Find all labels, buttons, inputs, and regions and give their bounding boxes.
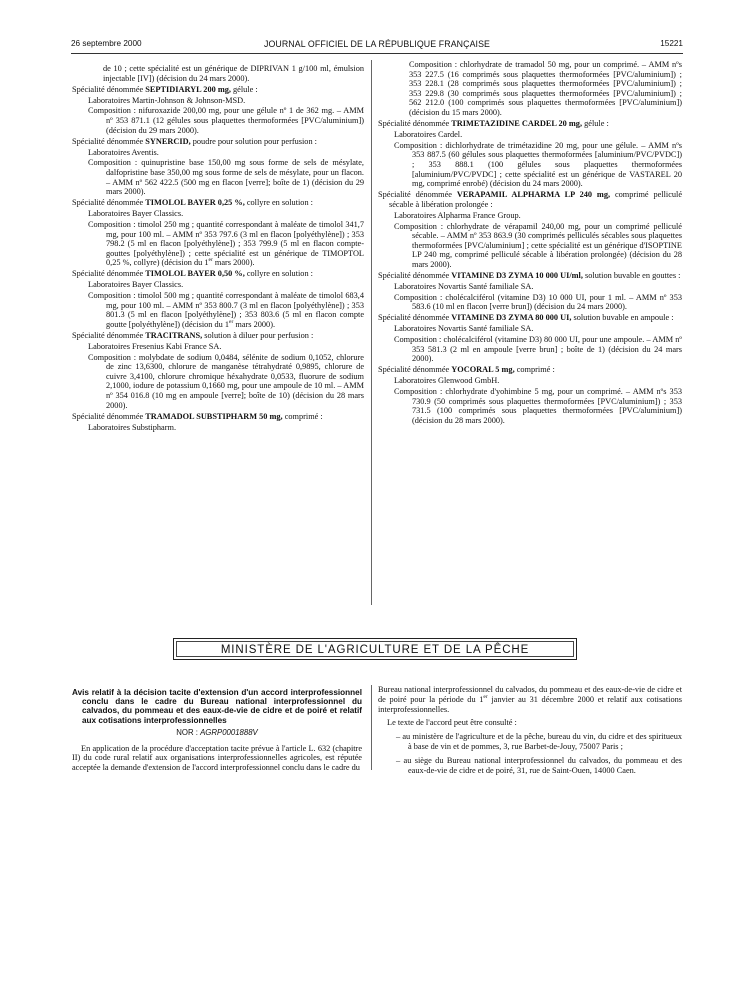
nor-reference <box>72 728 362 738</box>
ministry-banner <box>173 638 577 660</box>
nor-label: NOR : <box>176 727 198 737</box>
specialty-name: YOCORAL 5 mg, <box>451 365 515 375</box>
right-column <box>378 60 682 427</box>
specialty-composition: Composition : cholécalciférol (vitamine D3) 10 000 UI, pour 1 ml. – AMM nº 353 583.6 (10 ml en flacon [verre brun]) (décision du 24 mars 2000). <box>394 292 682 312</box>
specialty-intro-label: Spécialité dénommée <box>72 411 146 421</box>
entries-list <box>378 119 682 425</box>
specialty-intro-label: Spécialité dénommée <box>72 269 146 279</box>
header-rule <box>71 53 683 54</box>
specialty-form: solution buvable en gouttes : <box>582 270 681 280</box>
nor-value: AGRP0001888V <box>200 727 258 737</box>
specialty-intro <box>378 313 682 323</box>
specialty-intro <box>72 331 364 341</box>
specialty-intro-label: Spécialité dénommée <box>378 270 452 280</box>
specialty-laboratory: Laboratoires Cardel. <box>394 130 463 140</box>
avis-bullet-1: – au ministère de l'agriculture et de la pêche, bureau du vin, du cidre et des spiritueux à base de vin et de pommes, 3, rue Barbet-de-Jouy, 75007 Paris ; <box>396 732 682 751</box>
specialty-intro-label: Spécialité dénommée <box>378 365 452 375</box>
avis-para2-text: Bureau national interprofessionnel du calvados, du pommeau et des eaux-de-vie de cidre et de poiré pour la période du 1er janvier au 31 décembre 2000 et relatif aux cotisations interprofessionnelles. <box>378 685 682 714</box>
avis-paragraph-1: En application de la procédure d'acceptation tacite prévue à l'article L. 632 (chapitre II) du code rural relatif aux organisations interprofessionnelles agricoles, est réputée acceptée la demande d'extension de l'accord interprofessionnel conclu dans le cadre du <box>72 743 362 773</box>
specialty-laboratory: Laboratoires Aventis. <box>88 147 159 157</box>
specialty-intro <box>72 269 364 279</box>
specialty-form: gélule : <box>230 84 258 94</box>
specialty-composition: Composition : timolol 500 mg ; quantité correspondant à maléate de timolol 683,4 mg, pour 100 ml. – AMM nº 353 800.7 (3 ml en flacon [polyéthylène]) ; 353 801.3 (5 ml en flacon [polyéthylène]) ; 353 803.6 (5 ml en flacon compte goutte [polyéthylène]) (décision du 1er mars 2000). <box>88 291 364 329</box>
specialty-intro <box>378 190 682 209</box>
specialty-name: VERAPAMIL ALPHARMA LP 240 mg, <box>456 190 611 200</box>
specialty-intro-label: Spécialité dénommée <box>378 313 452 323</box>
entries-list <box>72 85 364 433</box>
specialty-intro <box>378 271 682 281</box>
specialty-name: TIMOLOL BAYER 0,25 %, <box>145 198 245 208</box>
specialty-composition: Composition : chlorhydrate de vérapamil 240,00 mg, pour un comprimé pelliculé sécable. – AMM nº 353 863.9 (30 comprimés pelliculés sécables sous plaquettes thermoformées [PVC/aluminium] ; cette spécialité est un générique d'ISOPTINE LP 240 mg, comprimé pelliculé sécable à libération prolongée) (décision du 28 mars 2000). <box>394 221 682 269</box>
specialty-intro-label: Spécialité dénommée <box>72 330 146 340</box>
avis-column-separator <box>371 685 372 770</box>
specialty-intro-label: Spécialité dénommée <box>72 136 146 146</box>
specialty-intro <box>378 119 682 129</box>
avis-left-column <box>72 688 362 777</box>
specialty-form: comprimé pelliculé sécable à libération prolongée : <box>389 190 683 209</box>
specialty-form: poudre pour solution pour perfusion : <box>190 136 317 146</box>
specialty-intro <box>72 198 364 208</box>
specialty-laboratory: Laboratoires Substipharm. <box>88 422 177 432</box>
column-separator <box>371 60 372 605</box>
specialty-form: gélule : <box>582 119 609 129</box>
specialty-laboratory: Laboratoires Glenwood GmbH. <box>394 376 500 386</box>
avis-title: Avis relatif à la décision tacite d'extension d'un accord interprofessionnel conclu dans le cadre du Bureau national interprofessionnel du calvados, du pommeau et des eaux-de-vie de cidre et de poiré et relatif aux cotisations interprofessionnelles <box>72 688 362 725</box>
specialty-laboratory: Laboratoires Alpharma France Group. <box>394 210 521 220</box>
specialty-name: TRAMADOL SUBSTIPHARM 50 mg, <box>145 411 283 421</box>
avis-paragraph-3: Le texte de l'accord peut être consulté : <box>387 718 517 728</box>
specialty-composition: Composition : dichlorhydrate de trimétazidine 20 mg, pour une gélule. – AMM nºs 353 887.5 (60 gélules sous plaquettes thermoformées [aluminium/PVC/PVDC]) ; 353 888.1 (100 gélules sous plaquettes thermoformées [aluminium/PVC/PVDC] ; cette spécialité est un générique de VASTAREL 20 mg, comprimé enrobé) (décision du 24 mars 2000). <box>394 140 682 189</box>
avis-paragraph-2 <box>378 685 682 714</box>
header-page-number: 15221 <box>660 39 683 48</box>
specialty-laboratory: Laboratoires Bayer Classics. <box>88 280 184 290</box>
specialty-form: comprimé : <box>282 411 323 421</box>
specialty-form: comprimé : <box>514 365 555 375</box>
carry-over-text: de 10 ; cette spécialité est un générique de DIPRIVAN 1 g/100 ml, émulsion injectable [IV]) (décision du 24 mars 2000). <box>103 64 364 83</box>
specialty-intro <box>72 85 364 95</box>
specialty-name: VITAMINE D3 ZYMA 10 000 UI/ml, <box>451 270 583 280</box>
specialty-name: TRACITRANS, <box>145 330 203 340</box>
header-journal-title: JOURNAL OFFICIEL DE LA RÉPUBLIQUE FRANÇAISE <box>263 39 491 49</box>
specialty-laboratory: Laboratoires Novartis Santé familiale SA. <box>394 282 534 292</box>
specialty-intro-label: Spécialité dénommée <box>72 84 146 94</box>
page-header <box>71 39 683 51</box>
specialty-laboratory: Laboratoires Fresenius Kabi France SA. <box>88 342 222 352</box>
header-date: 26 septembre 2000 <box>71 39 142 48</box>
specialty-name: SYNERCID, <box>145 136 191 146</box>
specialty-name: TIMOLOL BAYER 0,50 %, <box>145 269 245 279</box>
specialty-form: solution buvable en ampoule : <box>571 313 674 323</box>
specialty-composition: Composition : quinupristine base 150,00 mg sous forme de sels de mésylate, dalfopristine base 350,00 mg sous forme de sels de mésylate, pour un flacon. – AMM nº 562 422.5 (500 mg en flacon [verre]; boîte de 1) (décision du 29 mars 2000). <box>88 158 364 197</box>
specialty-intro-label: Spécialité dénommée <box>378 119 452 129</box>
specialty-form: collyre en solution : <box>244 198 313 208</box>
specialty-name: VITAMINE D3 ZYMA 80 000 UI, <box>451 313 572 323</box>
ministry-banner-text: MINISTÈRE DE L'AGRICULTURE ET DE LA PÊCHE <box>176 641 574 657</box>
specialty-composition: Composition : molybdate de sodium 0,0484, sélénite de sodium 0,1052, chlorure de zinc 13,6300, chlorure de manganèse tétrahydraté 0,9895, chlorure de cuivre 3,4100, chlorure chromique héxahydrate 0,0533, fluorure de sodium 2,1000, iodure de potassium 0,1660 mg, pour une ampoule de 10 ml. – AMM nº 354 016.8 (10 mg en ampoule [verre]; boîte de 10) (décision du 28 mars 2000). <box>88 352 364 410</box>
specialty-form: solution à diluer pour perfusion : <box>202 330 314 340</box>
left-column <box>72 64 364 433</box>
specialty-composition: Composition : cholécalciférol (vitamine D3) 80 000 UI, pour une ampoule. – AMM nº 353 581.3 (2 ml en ampoule [verre brun] ; boîte de 1) (décision du 24 mars 2000). <box>394 335 682 364</box>
specialty-name: SEPTIDIARYL 200 mg, <box>145 84 231 94</box>
specialty-intro <box>378 365 682 375</box>
specialty-composition: Composition : nifuroxazide 200,00 mg, pour une gélule nº 1 de 362 mg. – AMM nº 353 871.1 (12 gélules sous plaquettes thermoformées [PVC/aluminium]) (décision du 29 mars 2000). <box>88 106 364 135</box>
carry-over-composition: Composition : chlorhydrate de tramadol 50 mg, pour un comprimé. – AMM nºs 353 227.5 (16 comprimés sous plaquettes thermoformées [PVC/aluminium]) ; 353 228.1 (28 comprimés sous plaquettes thermoformées [PVC/aluminium]) ; 353 229.8 (30 comprimés sous plaquettes thermoformées [PVC/aluminium]) ; 562 212.0 (100 comprimés sous plaquettes thermoformées [PVC/aluminium]) (décision du 15 mars 2000). <box>409 60 682 117</box>
avis-bullet-2: – au siège du Bureau national interprofessionnel du calvados, du pommeau et des eaux-de-vie de cidre et de poiré, 31, rue de Saint-Ouen, 14000 Caen. <box>396 755 682 775</box>
specialty-laboratory: Laboratoires Bayer Classics. <box>88 209 184 219</box>
specialty-laboratory: Laboratoires Martin-Johnson & Johnson-MSD. <box>88 95 246 105</box>
specialty-intro <box>72 137 364 147</box>
avis-right-column <box>378 685 682 779</box>
specialty-intro-label: Spécialité dénommée <box>378 190 457 200</box>
specialty-name: TRIMETAZIDINE CARDEL 20 mg, <box>451 119 583 129</box>
specialty-intro <box>72 412 364 422</box>
specialty-form: collyre en solution : <box>244 269 313 279</box>
specialty-composition: Composition : chlorhydrate d'yohimbine 5 mg, pour un comprimé. – AMM nºs 353 730.9 (50 comprimés sous plaquettes thermoformées [PVC/aluminium]) ; 353 731.5 (100 comprimés sous plaquettes thermoformées [PVC/aluminium]) (décision du 28 mars 2000). <box>394 387 682 425</box>
specialty-laboratory: Laboratoires Novartis Santé familiale SA. <box>394 324 534 334</box>
specialty-composition: Composition : timolol 250 mg ; quantité correspondant à maléate de timolol 341,7 mg, pour 100 ml. – AMM nº 353 797.6 (3 ml en flacon [polyéthylène]) ; 353 798.2 (5 ml en flacon [polyéthylène]) ; 353 799.9 (5 ml en flacon compte-gouttes [polyéthylène]) ; cette spécialité est un générique de TIMOPTOL 0,25 %, collyre) (décision du 1er mars 2000). <box>88 219 364 268</box>
specialty-intro-label: Spécialité dénommée <box>72 198 146 208</box>
